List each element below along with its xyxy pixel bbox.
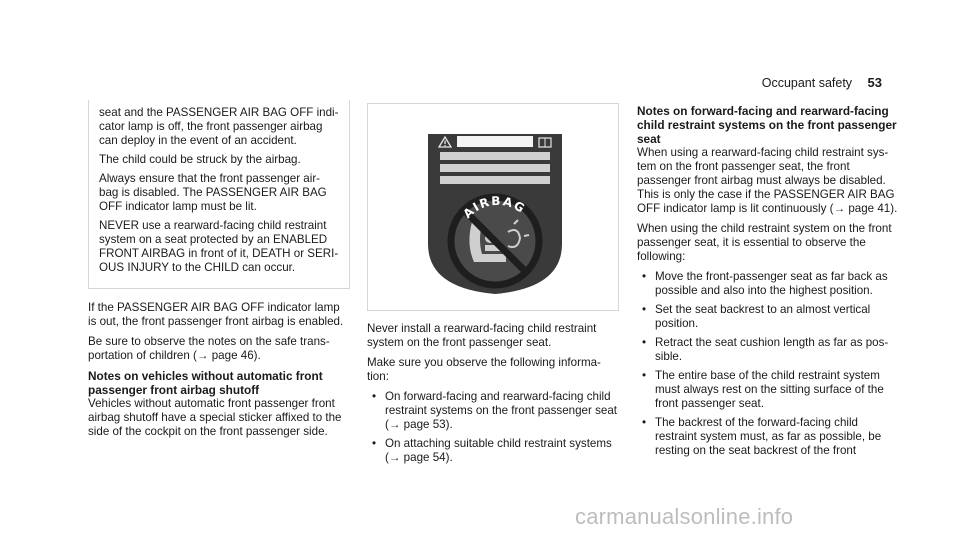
sticker-stripe <box>457 136 533 147</box>
section-heading: Notes on forward-facing and rearward-facing child restraint systems on the front passenger seat <box>637 104 897 146</box>
list-item: • The backrest of the forward-facing child restraint system must, as far as possible, be resting on the seat backrest of the front <box>637 416 899 458</box>
list-item: • Retract the seat cushion length as far as pos- sible. <box>637 336 899 364</box>
list-item: • Set the seat backrest to an almost vertical position. <box>637 303 899 331</box>
sticker-stripe <box>440 176 550 184</box>
note-paragraph: NEVER use a rearward-facing child restraint system on a seat protected by an ENABLED FRONT AIRBAG in front of it, DEATH or SERI- OUS INJURY to the CHILD can occur. <box>99 219 339 274</box>
paragraph: Make sure you observe the following informa- tion: <box>367 356 601 383</box>
column-middle <box>367 322 619 470</box>
note-paragraph: Always ensure that the front passenger air- bag is disabled. The PASSENGER AIR BAG OFF indicator lamp must be lit. <box>99 172 327 213</box>
warning-note-box <box>88 100 350 289</box>
paragraph: Vehicles without automatic front passenger front airbag shutoff have a special sticker affixed to the side of the cockpit on the front passenger side. <box>88 397 342 438</box>
paragraph: When using a rearward-facing child restraint sys- tem on the front passenger seat, the front passenger front airbag must always be disabled. This is only the case if the PASSENGER AIR BAG OFF indicator lamp is lit continuously (→ page 41). <box>637 146 898 215</box>
section-title: Occupant safety <box>761 76 853 90</box>
page-number: 53 <box>867 75 882 90</box>
paragraph: When using the child restraint system on the front passenger seat, it is essential to observe the following: <box>637 222 892 263</box>
column-right <box>637 104 899 463</box>
bullet-list <box>637 270 899 458</box>
airbag-sticker-illustration <box>368 104 620 312</box>
site-watermark: carmanualsonline.info <box>575 504 794 529</box>
note-paragraph: seat and the PASSENGER AIR BAG OFF indi- cator lamp is off, the front passenger airbag can deploy in the event of an accident. <box>99 106 339 147</box>
column-left <box>88 100 350 445</box>
paragraph: Never install a rearward-facing child restraint system on the front passenger seat. <box>367 322 597 349</box>
list-item: • The entire base of the child restraint system must always rest on the sitting surface of the front passenger seat. <box>637 369 899 411</box>
sticker-stripe <box>440 164 550 172</box>
sticker-airbag-label: AIRBAG <box>460 193 529 222</box>
sticker-stripe <box>440 152 550 160</box>
airbag-sticker-figure <box>367 103 619 311</box>
note-paragraph: The child could be struck by the airbag. <box>99 153 301 166</box>
page-header <box>762 75 882 90</box>
list-item: • On attaching suitable child restraint systems (→ page 54). <box>367 437 619 465</box>
bullet-list <box>367 390 619 465</box>
list-item: • Move the front-passenger seat as far back as possible and also into the highest position. <box>637 270 899 298</box>
list-item: • On forward-facing and rearward-facing child restraint systems on the front passenger seat (→ page 53). <box>367 390 619 432</box>
paragraph-page-ref: Be sure to observe the notes on the safe trans- portation of children (→ page 46). <box>88 335 330 362</box>
section-heading: Notes on vehicles without automatic front passenger front airbag shutoff <box>88 369 323 397</box>
paragraph: If the PASSENGER AIR BAG OFF indicator lamp is out, the front passenger front airbag is enabled. <box>88 301 344 328</box>
